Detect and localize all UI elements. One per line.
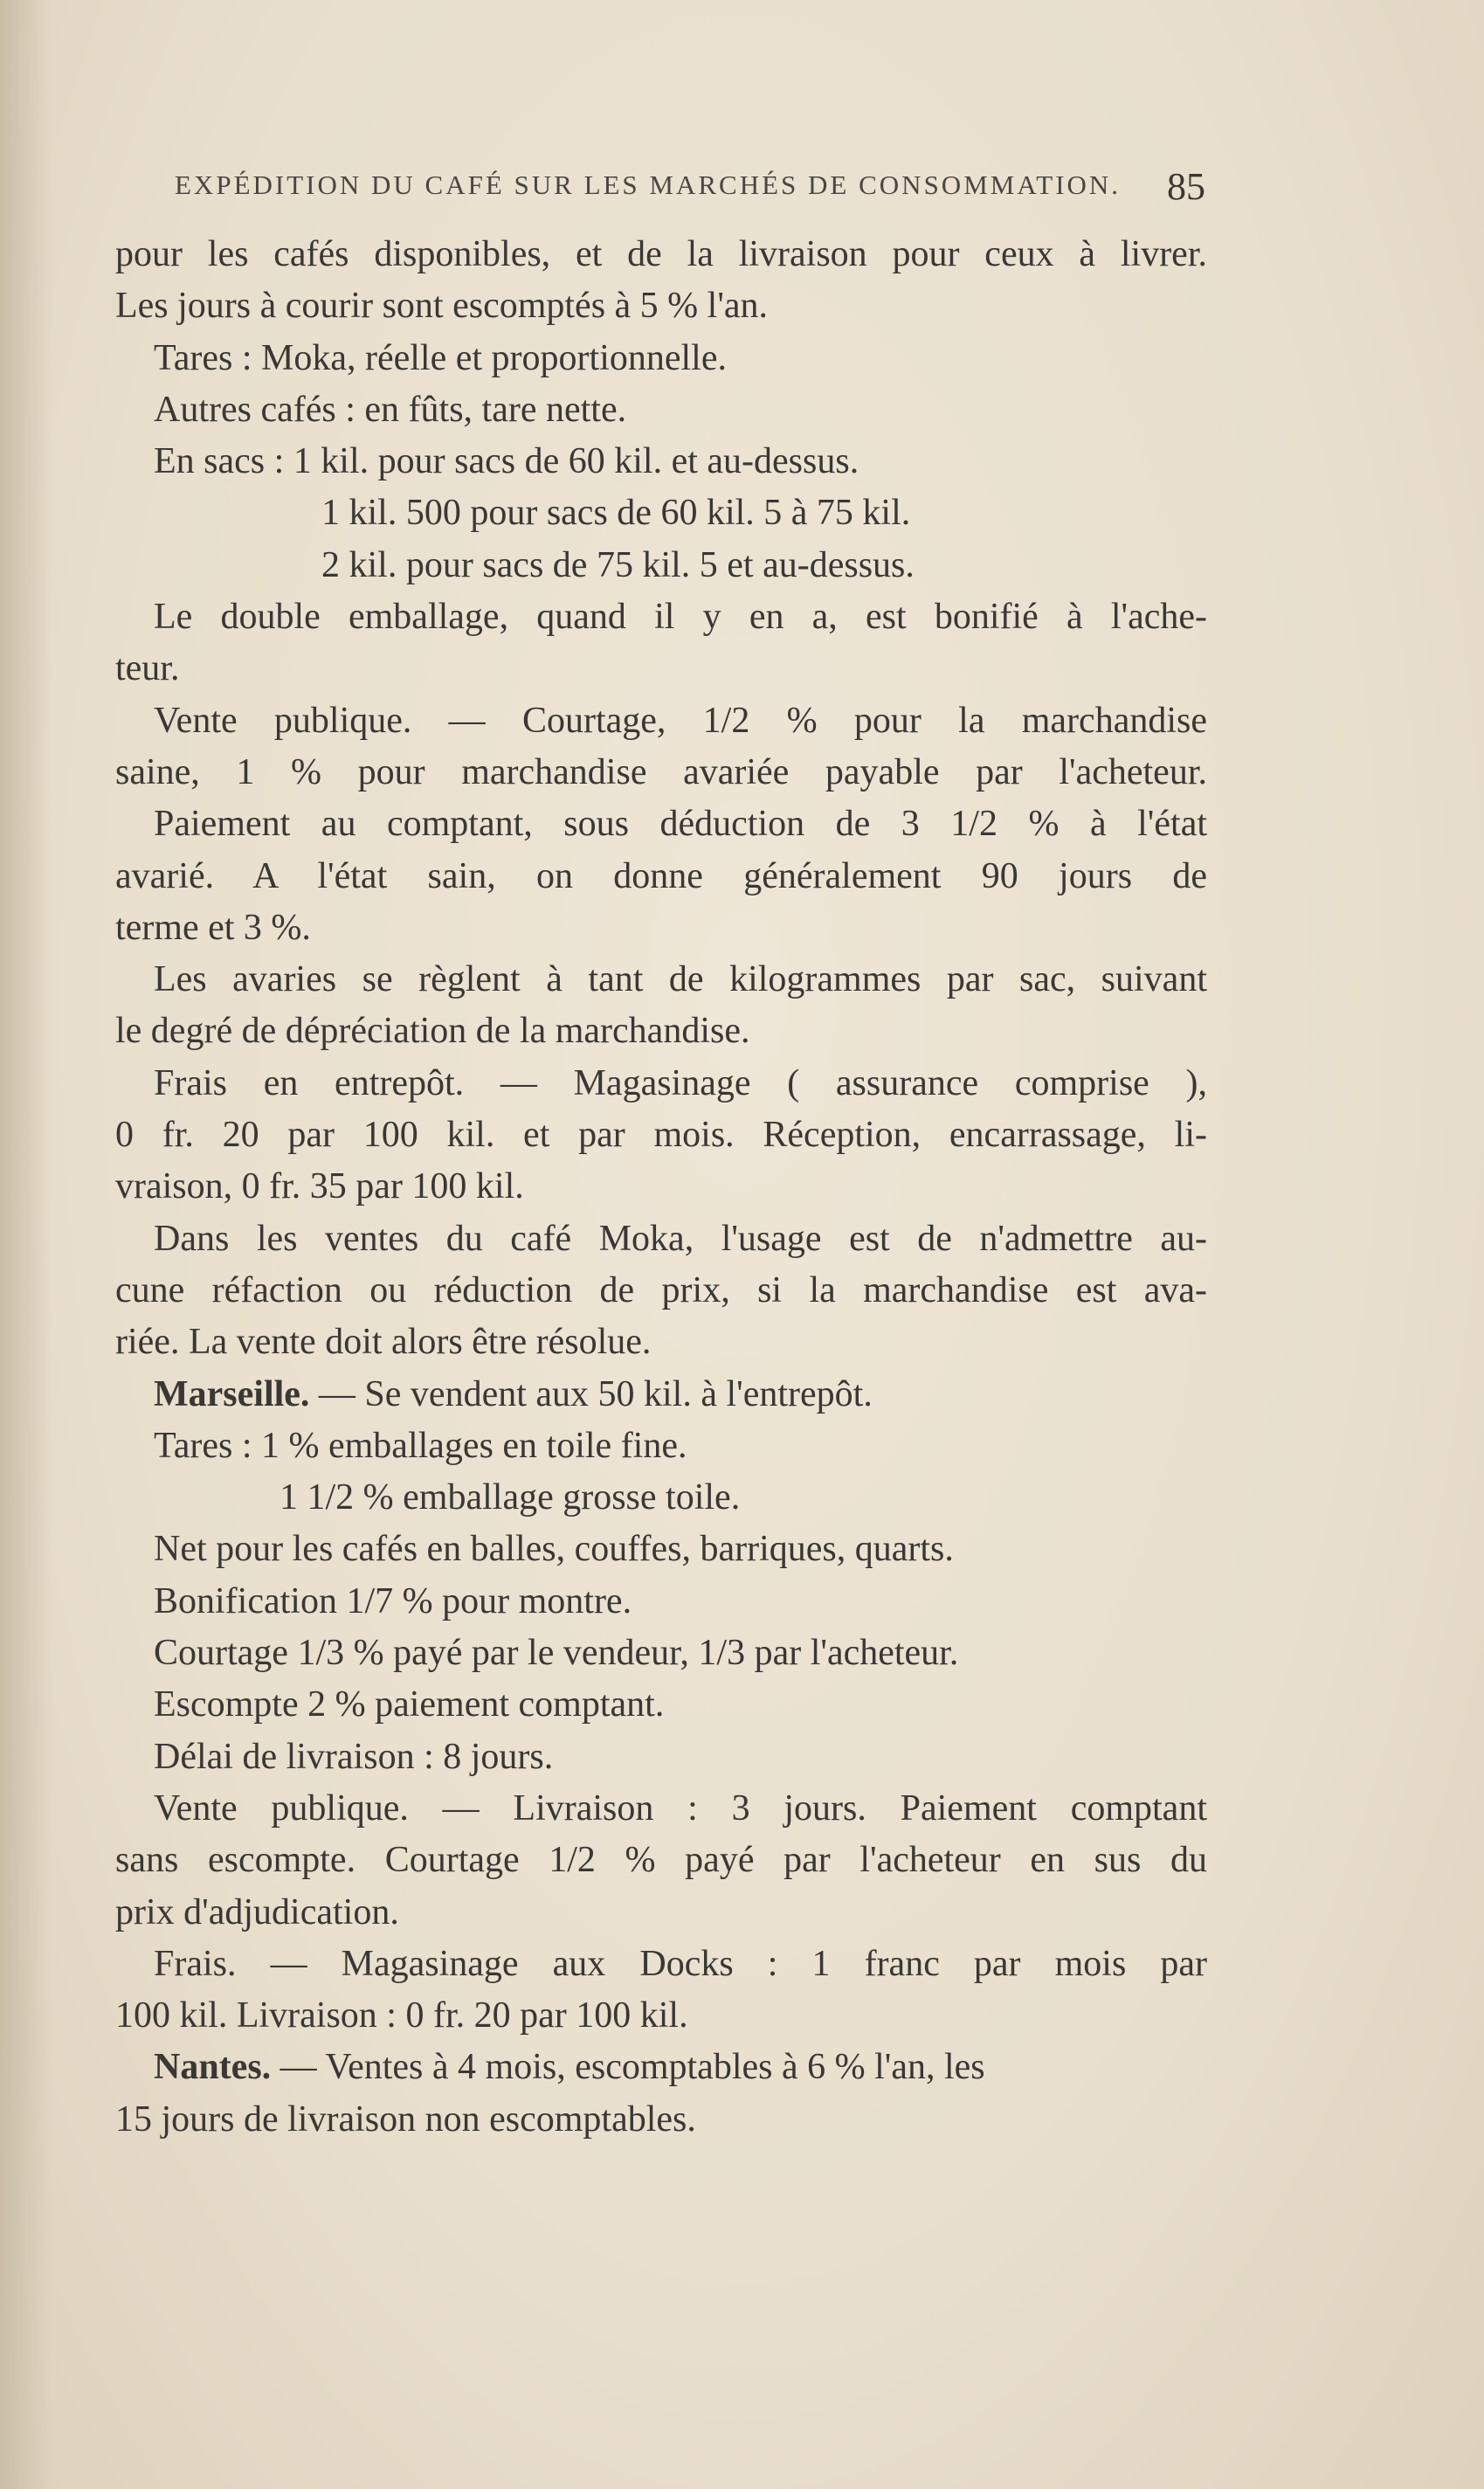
page-header [175,164,1205,213]
text-line: saine, 1 % pour marchandise avariée payable par l'acheteur. [115,751,1207,792]
text-line: le degré de dépréciation de la marchandise. [115,1011,750,1052]
text-line: 0 fr. 20 par 100 kil. et par mois. Réception, encarrassage, li- [115,1115,1207,1156]
text-line: Délai de livraison : 8 jours. [154,1736,554,1777]
text-line: 1 1/2 % emballage grosse toile. [280,1477,741,1518]
text-line: 15 jours de livraison non escomptables. [115,2098,696,2140]
text-line: Vente publique. — Courtage, 1/2 % pour la marchandise [154,700,1207,741]
text-line: cune réfaction ou réduction de prix, si la marchandise est ava- [115,1269,1207,1310]
text-line: Les jours à courir sont escomptés à 5 % l'an. [115,286,769,327]
text-line [115,2042,1207,2093]
text-fragment: — Se vendent aux 50 kil. à l'entrepôt. [318,1373,873,1414]
text-line: Frais. — Magasinage aux Docks : 1 franc par mois par [154,1943,1207,1984]
text-line: En sacs : 1 kil. pour sacs de 60 kil. et au-dessus. [154,441,859,482]
text-line: Tares : 1 % emballages en toile fine. [154,1425,687,1466]
text-line: 1 kil. 500 pour sacs de 60 kil. 5 à 75 kil. [321,493,911,534]
text-line: Courtage 1/3 % payé par le vendeur, 1/3 par l'acheteur. [154,1633,959,1674]
text-line: Paiement au comptant, sous déduction de 3 1/2 % à l'état [154,804,1207,845]
text-line: riée. La vente doit alors être résolue. [115,1322,652,1363]
text-line: Tares : Moka, réelle et proportionnelle. [154,337,727,378]
text-line: Net pour les cafés en balles, couffes, barriques, quarts. [154,1529,954,1570]
binding-shadow [0,0,52,2489]
text-line: Les avaries se règlent à tant de kilogrammes par sac, suivant [154,959,1207,1000]
text-line: prix d'adjudication. [115,1891,399,1932]
text-line: 2 kil. pour sacs de 75 kil. 5 et au-dessus. [321,544,915,585]
text-line: terme et 3 %. [115,907,311,948]
text-line: Le double emballage, quand il y en a, est bonifié à l'ache- [154,597,1207,638]
heading-nantes: Nantes. [154,2047,272,2088]
text-line: pour les cafés disponibles, et de la livraison pour ceux à livrer. [115,234,1207,274]
text-line: vraison, 0 fr. 35 par 100 kil. [115,1166,524,1207]
text-line [115,1369,1207,1421]
text-line: Dans les ventes du café Moka, l'usage est de n'admettre au- [154,1218,1207,1259]
page-number: 85 [1167,165,1205,208]
text-line: Autres cafés : en fûts, tare nette. [154,389,627,430]
text-line: teur. [115,648,180,689]
text-fragment: — Ventes à 4 mois, escomptables à 6 % l'an, les [280,2047,985,2088]
text-line: sans escompte. Courtage 1/2 % payé par l'acheteur en sus du [115,1840,1207,1881]
text-line: Bonification 1/7 % pour montre. [154,1580,632,1621]
body-text [115,229,1207,2146]
heading-marseille: Marseille. [154,1373,310,1414]
text-line: 100 kil. Livraison : 0 fr. 20 par 100 kil. [115,1995,688,2036]
text-line: Frais en entrepôt. — Magasinage ( assurance comprise ), [154,1062,1207,1103]
running-head: EXPÉDITION DU CAFÉ SUR LES MARCHÉS DE CONSOMMATION. [175,169,1122,200]
text-line: Escompte 2 % paiement comptant. [154,1684,665,1725]
text-line: avarié. A l'état sain, on donne généralement 90 jours de [115,855,1207,896]
text-line: Vente publique. — Livraison : 3 jours. Paiement comptant [154,1787,1207,1829]
